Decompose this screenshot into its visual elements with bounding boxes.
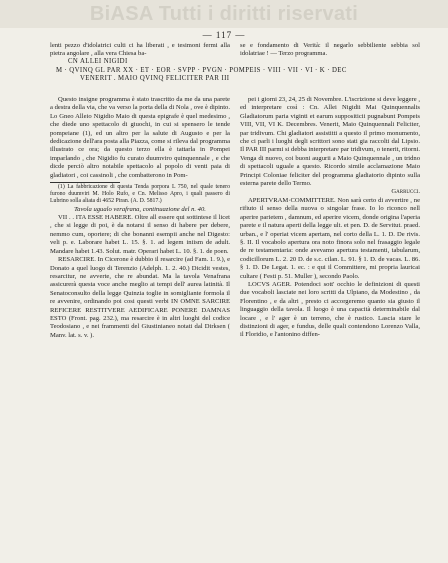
continuation-heading: Tavola ugualo verafrana, continuazione del n. 40. bbox=[74, 205, 206, 213]
right-column bbox=[240, 96, 420, 340]
top-right-text bbox=[240, 42, 420, 59]
top-right-paragraph: se e fondamento di Verità: il negarlo sebbiliente sebbia sol idolatriae ! — Terzo programma. bbox=[240, 42, 420, 58]
inscription-line-3: VENERIT . MAIO QVINQ FELICITER PAR III bbox=[80, 75, 230, 83]
footnote: (1) La fabbricazione di questa Tenda porpora L 750, nel quale tenero furono duumviri M. Holo Rufo, e Cn. Melisso Apro, i quali passero di Lubrino solla aliata di 4652 Piran. (A. D. 5817.) bbox=[50, 184, 230, 205]
right-paragraph-2: LOCVS AGER. Potendoci sott' occhio le definizioni di questi due vocaboli lasciate nei loro scritti da Ulpiano, da Modestino , da Florentino , e da altri , presto ci accorgeremo quanto sia giusto il linguaggio della tavola. Il luogo è una capacità determinabile dal locare , e l' ager è un terreno, che è rustico. Lascia stare le distinzioni di ager, e fundus, delle quali contendono Lorenzo Valla, il Floridio, e l'antonino diffen- bbox=[240, 280, 420, 339]
top-left-text bbox=[50, 42, 230, 59]
left-column bbox=[50, 96, 230, 340]
footnote-rule bbox=[50, 182, 120, 183]
author-signature: Garrucci. bbox=[391, 188, 420, 196]
page-number: — 117 — bbox=[202, 30, 246, 40]
right-heading-paragraph: APERTVRAM·COMMITTERE. Non sarà certo di avvertire , ne rifiuto il senso della nuova o singolar frase. Io lo riconco nell aperire parietem , damnum, ed aperire vicem, donde origina l'aperia parete e il natura aperti della legge ult. et pen. D. de Servitut. praed. urban., e l' operiat vicem apertam, nel corto della L. 1. D. De rivis. §. II. Il vocabolo apertura ora noto finora solo nel frasaggio legale de re testamentaria: onde avevamo apertura testamenti, tabularum, codicillorum L. 2. 20 D. de s.c. cilan. L. 91. § 1. D. de vacas. L. 86. § 1. D. De Legat. 1. ec. : e qui il Committere, mi propria lauricai cultare ( Festi p. 51. Muller ), secondo Paolo. bbox=[240, 196, 420, 280]
inscription-line-2: M · QVINQ GL PAR XX · ET · EOR · SVPP · PVGN · POMPEIS · VIII · VII · VI · K · DEC bbox=[56, 66, 347, 74]
inscription-block bbox=[50, 58, 420, 84]
left-paragraph-3: RESARCIRE. In Cicerone è dubbio il resarcire (ad Fam. 1. 9.), e Donato a quel luogo di Terenzio (Adelph. 1. 2. 40.) Dicidit vestes, resarcitur, ne avverte, che re abundat. Ma la tavola Venafrana assicurerà questa voce anche meglio ai tempi dell' aurea latinità. Il Senatoconsulto della legge Quinzia toglie in somigliante formola il re avvenire, ordinando poi cosi questi verbi IN OMNE SARCIRE REFICERE RESTITVERE AEDIFICARE PONERE DAMNAS ESTO (Front. pag. 232.), ma resarcire è in altri luoghi del codice Teodosiano , e nei frammenti del Giustinianeo notati dal Dirksen ( Manv. lat. s. v. ). bbox=[50, 256, 230, 339]
inscription-line-1: CN ALLEI NIGIDI bbox=[68, 58, 128, 65]
right-paragraph-1: pei i giorni 23, 24, 25 di Novembre. L'iscrizione si deve leggere , ed interpretare così : Cn. Allei Nigidii Mai Quinquennalis Gladiatorum paria viginti et earum suppositicii pugnabunt Pompeis VIII, VII, VI K. Decembres. Venerit, Maio Quinquennali Feliciter, par tridivum. Chi gladiatori assistitti a questo il primo monumento, che ci parli i luoghi degli scrittori sono stati gia raccolti dal Lipsio. Il PAR III parmi si debba interpretare par tridivum, o tenerit, ritorni. Venga di nuovo, coi buoni augurii a Maio Quinquennale , un tridno di spettacoli uguale a questo. Ricordo simile acclamazione Maio Principi Coloniae feliciter del programma gladiatorio dipinto sulla esterna parete dello Termo. bbox=[240, 96, 420, 188]
left-paragraph-2: VII . . ITA ESSE HABERE. Oltre all essere qui sottintese il licet , che si legge di poi, è da notarsi il senso di habere per debere, nemmo cum, oportere; di che bonanni esempii anche nel Digesto: veli p. e. Laborare habet L. 15. §. 1. ad legem iniism de adult. Mandare habet 1.43. Solut. matr. Operari habet L. 10. §. 1. de poen. bbox=[50, 214, 230, 255]
watermark-text: BiASA Tutti i diritti riservati bbox=[89, 3, 359, 25]
left-paragraph-1: Questo insigne programma è stato trascritto da me da una parete a destra della via, che va verso la porta della di Nola , ove è dipinto. Lo Gneo Alleio Nigidio Maio di questa epigrafe è quel medesimo , che diede uno spettacolo di giuochi, in cui si spensero le tende pompeiane (1), ed un altro per la salute di Augusto e per la dedicazione dell'ara posta alla Piazza, come si rileva dal programma illustrato ce ora; da questo terzo ella è tattarla in Pompei imparlando , che Nigidio fu curato duumviro quinquennale , e che dicde perciò altro notabile spettacolo al popolo di venti paia di gladiatori , coi cassinoli , che combatterono in Pom- bbox=[50, 96, 230, 179]
top-left-paragraph: lenti pezzo d'idolatrici culti ci ha liberati , e tesimoni fermi alla pietra angolare , alla vera Chiesa ba- bbox=[50, 42, 230, 58]
